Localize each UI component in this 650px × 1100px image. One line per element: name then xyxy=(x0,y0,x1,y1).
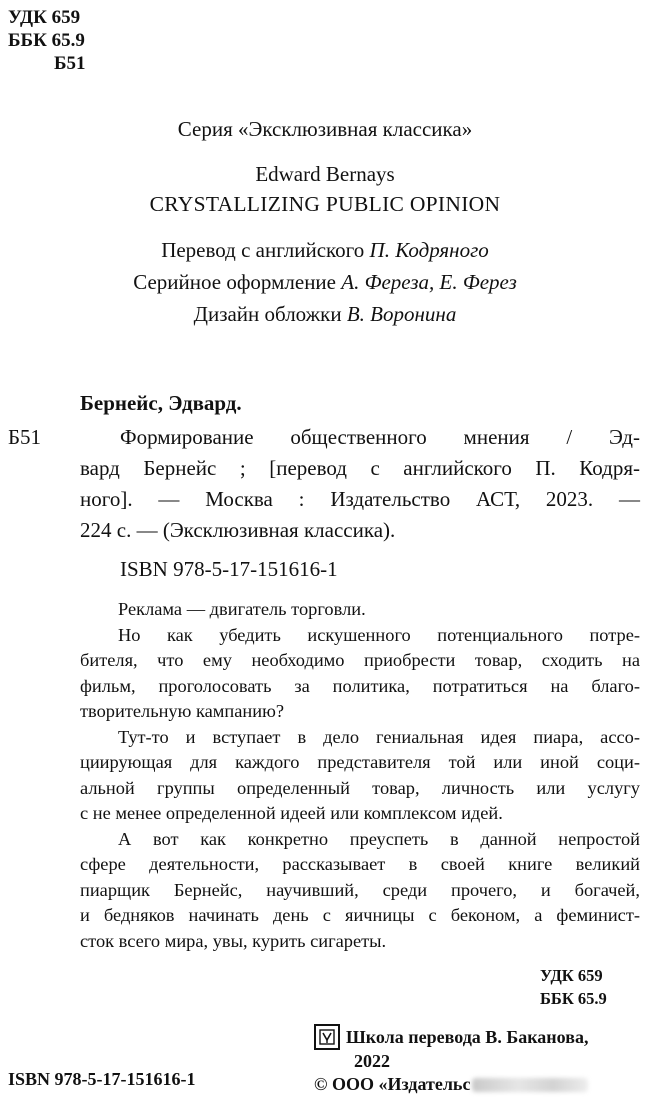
bibliographic-line: 224 с. — (Эксклюзивная классика). xyxy=(80,518,396,542)
publisher-logo-icon xyxy=(314,1024,340,1050)
original-title: CRYSTALLIZING PUBLIC OPINION xyxy=(149,192,501,216)
copyright-year: 2022 xyxy=(354,1051,390,1071)
copyright-line-3 xyxy=(314,1073,588,1096)
annotation-line: Тут-то и вступает в дело гениальная идея пиара, ассо- xyxy=(118,726,640,747)
annotation-line: циирующая для каждого представителя той или иной соци- xyxy=(80,752,640,772)
annotation-line: сток всего мира, увы, курить сигареты. xyxy=(80,930,387,951)
classification-codes-bottom xyxy=(540,964,607,1010)
annotation-line: альной группы определенный товар, личность или услугу xyxy=(80,777,640,798)
isbn-bottom: ISBN 978-5-17-151616-1 xyxy=(8,1069,196,1089)
credit-series-design xyxy=(0,270,650,295)
credit-name: А. Фереза, Е. Ферез xyxy=(341,270,517,294)
credit-name: В. Воронина xyxy=(346,302,457,326)
bibliographic-code: Б51 xyxy=(8,425,42,449)
credit-label: Дизайн обложки xyxy=(193,302,342,326)
bbk-code: ББК 65.9 xyxy=(8,30,85,51)
annotation-line: Но как убедить искушенного потенциального потре- xyxy=(118,624,640,645)
bibliographic-line: Формирование общественного мнения / Эд- xyxy=(120,425,640,449)
copyright-publisher: © ООО «Издательс xyxy=(314,1074,471,1094)
annotation-line: пиарщик Бернейс, научивший, среди прочего, и богачей, xyxy=(80,879,640,900)
bibliographic-line: вард Бернейс ; [перевод с английского П. Кодря- xyxy=(80,456,640,480)
copyright-school: Школа перевода В. Баканова, xyxy=(346,1026,589,1047)
annotation-line: А вот как конкретно преуспеть в данной непростой xyxy=(118,828,640,849)
annotation xyxy=(80,597,640,954)
annotation-line: творительную кампанию? xyxy=(80,701,285,721)
classification-codes-top xyxy=(8,6,86,75)
original-author: Edward Bernays xyxy=(255,162,395,186)
credit-label: Серийное оформление xyxy=(133,270,336,294)
credit-name: П. Кодряного xyxy=(369,238,489,262)
bibliographic-line: ного]. — Москва : Издательство АСТ, 2023. — xyxy=(80,487,640,511)
isbn-record: ISBN 978-5-17-151616-1 xyxy=(120,557,338,581)
bibliographic-description xyxy=(80,422,640,546)
copyright-line-1 xyxy=(314,1024,588,1050)
annotation-line: сфере деятельности, рассказывает в своей книге великий xyxy=(80,854,640,874)
annotation-line: Реклама — двигатель торговли. xyxy=(118,599,366,619)
author-sign: Б51 xyxy=(54,53,86,74)
annotation-line: с не менее определенной идеей или комплексом идей. xyxy=(80,803,503,823)
bibliographic-heading: Бернейс, Эдвард. xyxy=(80,391,242,415)
annotation-line: бителя, что ему необходимо приобрести товар, сходить на xyxy=(80,650,640,670)
annotation-line: и бедняков начинать день с яичницы с беконом, а феминист- xyxy=(80,905,640,925)
credit-label: Перевод с английского xyxy=(161,238,365,262)
bbk-code: ББК 65.9 xyxy=(540,989,607,1008)
udk-code: УДК 659 xyxy=(540,966,603,985)
series-line: Серия «Эксклюзивная классика» xyxy=(177,117,473,141)
udk-code: УДК 659 xyxy=(8,7,81,28)
blurred-text xyxy=(472,1078,588,1092)
copyright-block xyxy=(314,1024,588,1096)
credit-cover-design xyxy=(0,302,650,327)
credit-translator xyxy=(0,238,650,263)
annotation-line: фильм, проголосовать за политика, потратиться на благо- xyxy=(80,675,640,696)
